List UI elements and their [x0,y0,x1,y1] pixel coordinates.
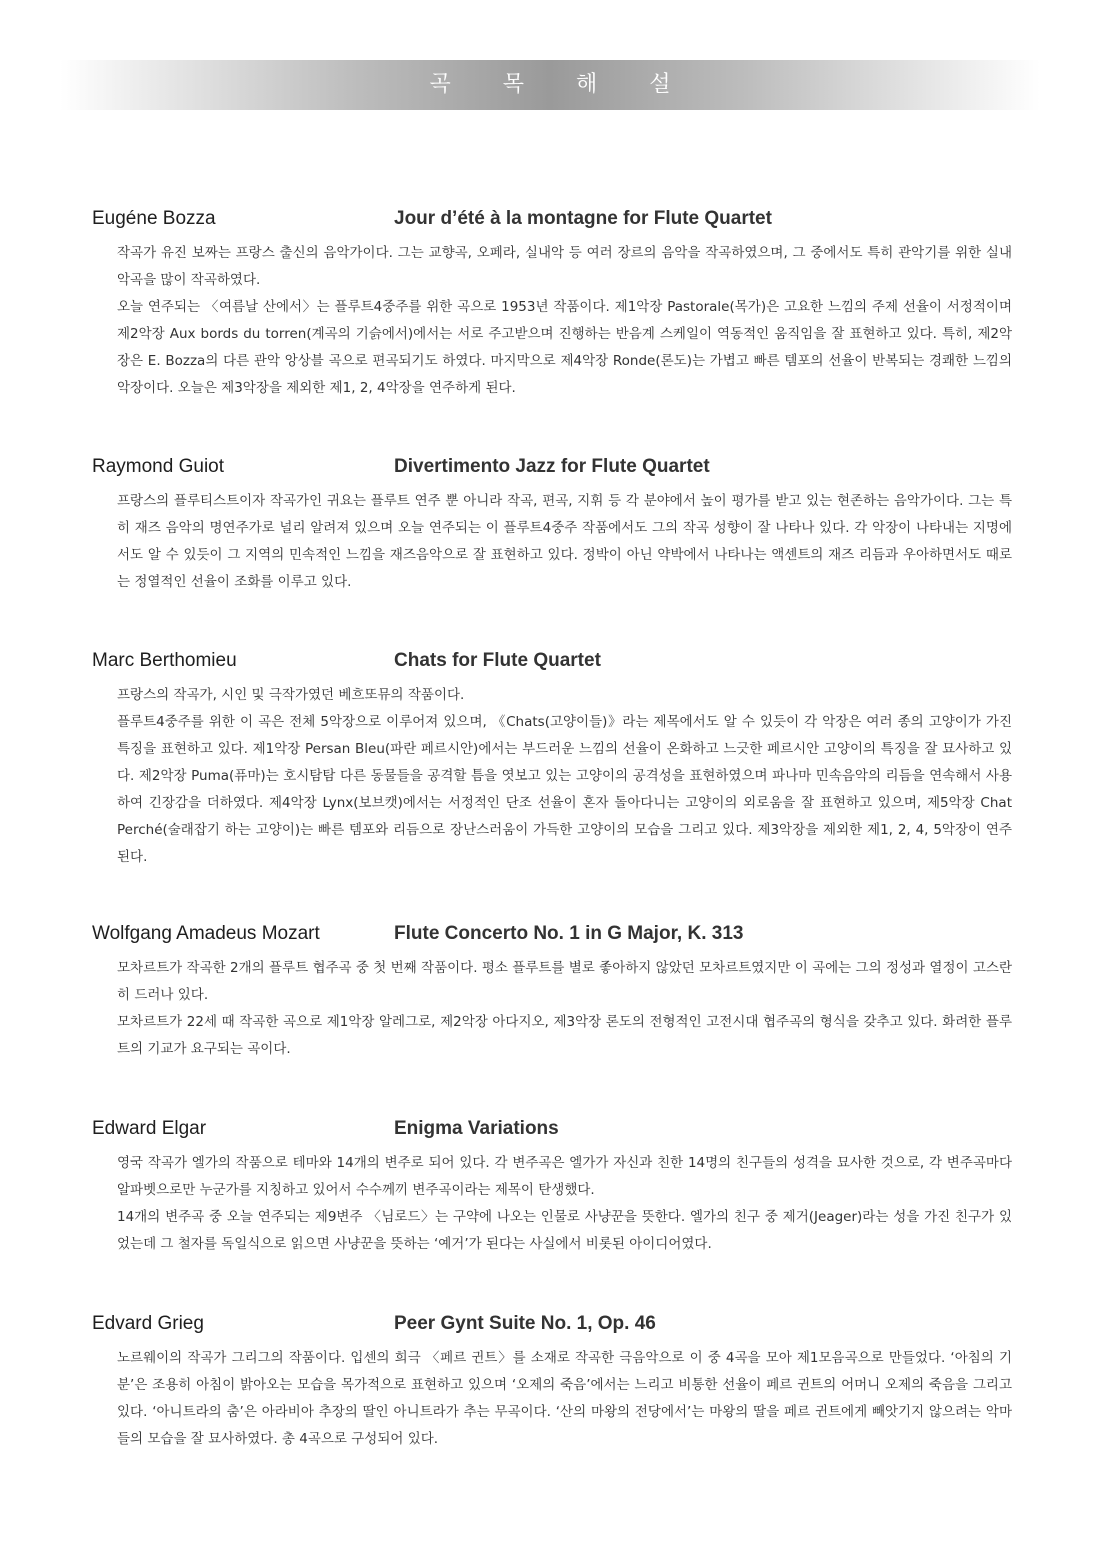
section-body [117,682,1012,871]
section-header [92,650,1012,676]
section-body [117,1150,1012,1258]
work-title: Chats for Flute Quartet [394,650,601,671]
work-title: Jour d’été à la montagne for Flute Quartet [394,208,772,229]
section-header [92,923,1012,949]
composer-name: Marc Berthomieu [92,650,237,671]
work-title: Flute Concerto No. 1 in G Major, K. 313 [394,923,744,944]
section-body [117,488,1012,596]
section-header [92,208,1012,234]
composer-name: Edvard Grieg [92,1313,204,1334]
section-header [92,1313,1012,1339]
page-title: 곡목해설 [429,72,723,97]
paragraph: 오늘 연주되는 〈여름날 산에서〉는 플루트4중주를 위한 곡으로 1953년 작품이다. 제1악장 Pastorale(목가)은 고요한 느낌의 주제 선율이 서정적이며 제2악장 Aux bords du torren(계곡의 기슭에서)에서는 서로 주고받으며 진행하는 반음계 스케일이 역동적인 움직임을 잘 표현하고 있다. 특히, 제2악장은 E. Bozza의 다른 관악 앙상블 곡으로 편곡되기도 하였다. 마지막으로 제4악장 Ronde(론도)는 가볍고 빠른 템포의 선율이 반복되는 경쾌한 느낌의 악장이다. 오늘은 제3악장을 제외한 제1, 2, 4악장을 연주하게 된다. [117,299,1012,396]
work-title: Enigma Variations [394,1118,559,1139]
section-body [117,240,1012,402]
paragraph: 14개의 변주곡 중 오늘 연주되는 제9변주 〈님로드〉는 구약에 나오는 인물로 사냥꾼을 뜻한다. 엘가의 친구 중 제거(Jeager)라는 성을 가진 친구가 있었는데 그 철자를 독일식으로 읽으면 사냥꾼을 뜻하는 ‘예거’가 된다는 사실에서 비롯된 아이디어였다. [117,1209,1012,1252]
work-title: Peer Gynt Suite No. 1, Op. 46 [394,1313,656,1334]
composer-name: Raymond Guiot [92,456,225,477]
paragraph: 영국 작곡가 엘가의 작품으로 테마와 14개의 변주로 되어 있다. 각 변주곡은 엘가가 자신과 친한 14명의 친구들의 성격을 묘사한 것으로, 각 변주곡마다 알파벳으로만 누군가를 지칭하고 있어서 수수께끼 변주곡이라는 제목이 탄생했다. [117,1155,1013,1198]
paragraph: 노르웨이의 작곡가 그리그의 작품이다. 입센의 희극 〈페르 귄트〉를 소재로 작곡한 극음악으로 이 중 4곡을 모아 제1모음곡으로 만들었다. ‘아침의 기분’은 조용히 아침이 밝아오는 모습을 목가적으로 표현하고 있으며 ‘오제의 죽음’에서는 느리고 비통한 선율이 페르 귄트의 어머니 오제의 죽음을 그리고 있다. ‘아니트라의 춤’은 아라비아 추장의 딸인 아니트라가 추는 무곡이다. ‘산의 마왕의 전당에서’는 마왕의 딸을 페르 귄트에게 빼앗기지 않으려는 악마들의 모습을 잘 묘사하였다. 총 4곡으로 구성되어 있다. [117,1350,1012,1447]
header-bar [60,60,1040,110]
program-note-section [92,1313,1012,1453]
program-note-section [92,923,1012,1063]
program-note-section [92,456,1012,596]
section-body [117,955,1012,1063]
paragraph: 모차르트가 22세 때 작곡한 곡으로 제1악장 알레그로, 제2악장 아다지오, 제3악장 론도의 전형적인 고전시대 협주곡의 형식을 갖추고 있다. 화려한 플루트의 기교가 요구되는 곡이다. [117,1014,1012,1057]
composer-name: Wolfgang Amadeus Mozart [92,923,320,944]
work-title: Divertimento Jazz for Flute Quartet [394,456,710,477]
composer-name: Eugéne Bozza [92,208,216,229]
section-header [92,1118,1012,1144]
program-note-section [92,1118,1012,1258]
program-note-section [92,650,1012,871]
paragraph: 작곡가 유진 보짜는 프랑스 출신의 음악가이다. 그는 교향곡, 오페라, 실내악 등 여러 장르의 음악을 작곡하였으며, 그 중에서도 특히 관악기를 위한 실내악곡을 많이 작곡하였다. [117,245,1012,288]
paragraph: 플루트4중주를 위한 이 곡은 전체 5악장으로 이루어져 있으며, 《Chats(고양이들)》라는 제목에서도 알 수 있듯이 각 악장은 여러 종의 고양이가 가진 특징을 표현하고 있다. 제1악장 Persan Bleu(파란 페르시안)에서는 부드러운 느낌의 선율이 온화하고 느긋한 페르시안 고양이의 특징을 잘 묘사하고 있다. 제2악장 Puma(퓨마)는 호시탐탐 다른 동물들을 공격할 틈을 엿보고 있는 고양이의 공격성을 표현하였으며 파나마 민속음악의 리듬을 연속해서 사용하여 긴장감을 더하였다. 제4악장 Lynx(보브캣)에서는 서정적인 단조 선율이 혼자 돌아다니는 고양이의 외로움을 잘 표현하고 있으며, 제5악장 Chat Perché(술래잡기 하는 고양이)는 빠른 템포와 리듬으로 장난스러움이 가득한 고양이의 모습을 그리고 있다. 제3악장을 제외한 제1, 2, 4, 5악장이 연주된다. [117,714,1012,865]
paragraph: 모차르트가 작곡한 2개의 플루트 협주곡 중 첫 번째 작품이다. 평소 플루트를 별로 좋아하지 않았던 모차르트였지만 이 곡에는 그의 정성과 열정이 고스란히 드러나 있다. [117,960,1012,1003]
section-body [117,1345,1012,1453]
paragraph: 프랑스의 플루티스트이자 작곡가인 귀요는 플루트 연주 뿐 아니라 작곡, 편곡, 지휘 등 각 분야에서 높이 평가를 받고 있는 현존하는 음악가이다. 그는 특히 재즈 음악의 명연주가로 널리 알려져 있으며 오늘 연주되는 이 플루트4중주 작품에서도 그의 작곡 성향이 잘 나타나 있다. 각 악장이 나타내는 지명에서도 알 수 있듯이 그 지역의 민속적인 느낌을 재즈음악으로 잘 표현하고 있다. 정박이 아닌 약박에서 나타나는 액센트의 재즈 리듬과 우아하면서도 때로는 정열적인 선율이 조화를 이루고 있다. [117,493,1012,590]
program-note-section [92,208,1012,402]
section-header [92,456,1012,482]
composer-name: Edward Elgar [92,1118,207,1139]
paragraph: 프랑스의 작곡가, 시인 및 극작가였던 베흐또뮤의 작품이다. [117,687,465,703]
